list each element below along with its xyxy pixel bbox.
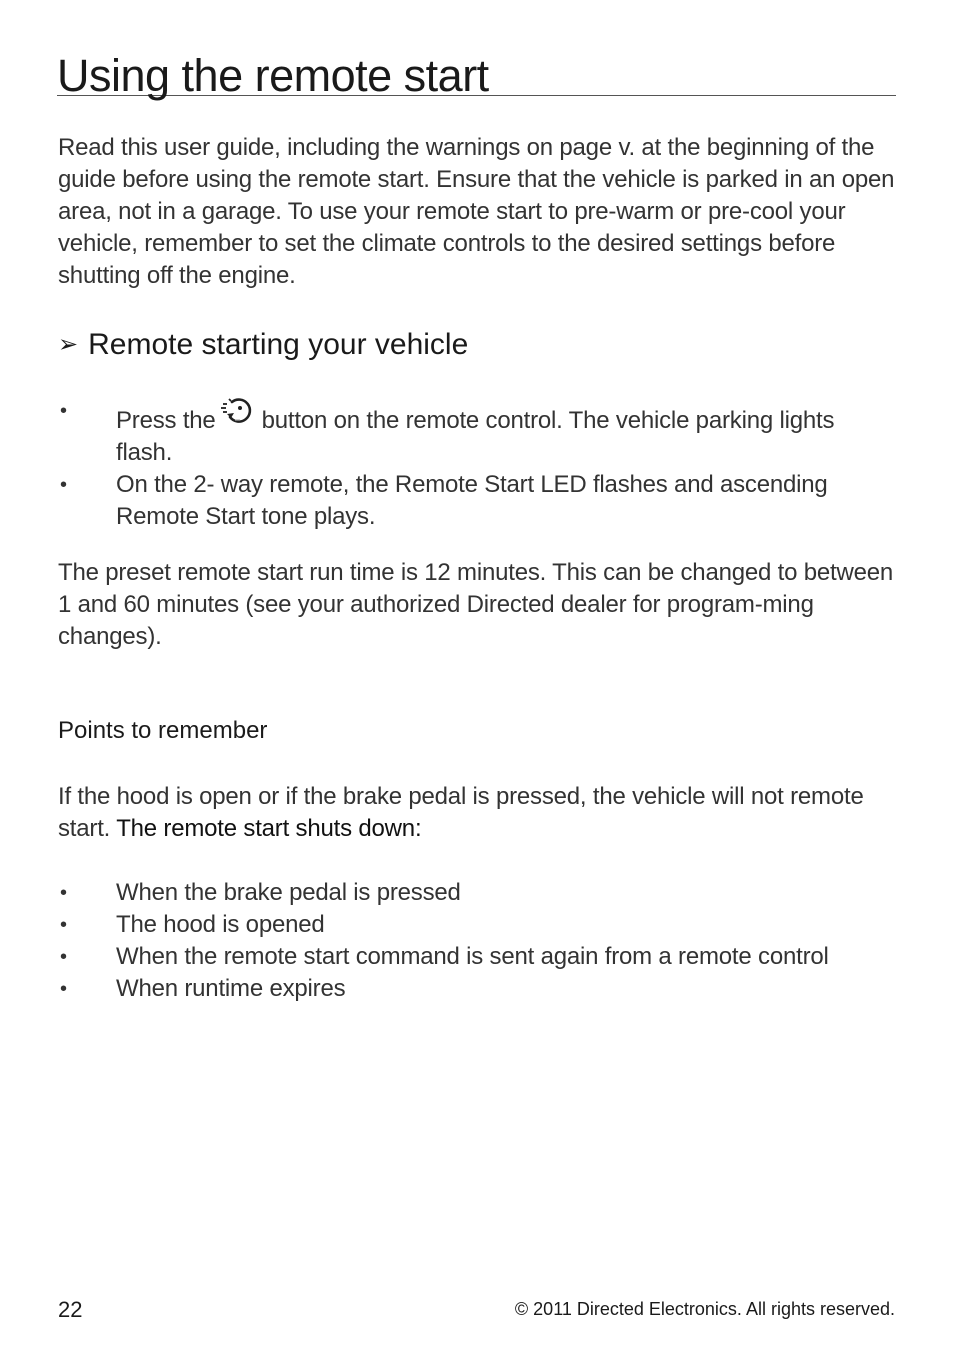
two-way-remote-text: On the 2- way remote, the Remote Start LED flashes and ascending Remote Start tone plays. (116, 471, 828, 530)
hood-brake-text: If the hood is open or if the brake pedal is pressed, the vehicle will not remote start. (58, 783, 864, 842)
list-item (58, 877, 878, 909)
remote-start-icon (220, 395, 256, 425)
page-title: Using the remote start (57, 50, 896, 96)
list-item-label: When the remote start command is sent again from a remote control (116, 943, 829, 970)
arrow-bullet-icon: ➢ (58, 331, 79, 358)
shutdown-conditions-list (58, 877, 878, 1005)
remote-start-steps-list (58, 395, 878, 533)
bullet-dot: • (60, 400, 67, 422)
page-number: 22 (58, 1297, 83, 1322)
shutdown-emphasis: The remote start shuts down: (116, 815, 422, 842)
list-item (58, 909, 878, 941)
list-item (58, 395, 836, 469)
section-heading-remote-starting (58, 325, 468, 365)
hood-brake-paragraph (58, 781, 898, 845)
bullet-dot: • (60, 914, 67, 936)
list-item (58, 973, 878, 1005)
runtime-paragraph: The preset remote start run time is 12 minutes. This can be changed to between 1 and 60 minutes (see your authorized Directed dealer for program-ming changes). (58, 559, 894, 650)
points-to-remember-heading: Points to remember (58, 717, 268, 744)
list-item (58, 469, 878, 533)
press-suffix-text: button on the remote control. The vehicle parking lights flash. (116, 407, 835, 466)
bullet-dot: • (60, 946, 67, 968)
bullet-dot: • (60, 882, 67, 904)
list-item (58, 941, 878, 973)
intro-paragraph: Read this user guide, including the warnings on page v. at the beginning of the guide before using the remote start. Ensure that the vehicle is parked in an open area, not in a garage. To use your remote start to pre-warm or pre-cool your vehicle, remember to set the climate controls to the desired settings before shutting off the engine. (58, 134, 895, 289)
list-item-label: When the brake pedal is pressed (116, 879, 461, 906)
list-item-label: When runtime expires (116, 975, 346, 1002)
press-prefix-text: Press the (116, 407, 216, 434)
bullet-dot: • (60, 978, 67, 1000)
bullet-dot: • (60, 474, 67, 496)
list-item-label: The hood is opened (116, 911, 325, 938)
copyright-notice: © 2011 Directed Electronics. All rights reserved. (514, 1299, 895, 1319)
section-heading-label: Remote starting your vehicle (88, 328, 469, 361)
